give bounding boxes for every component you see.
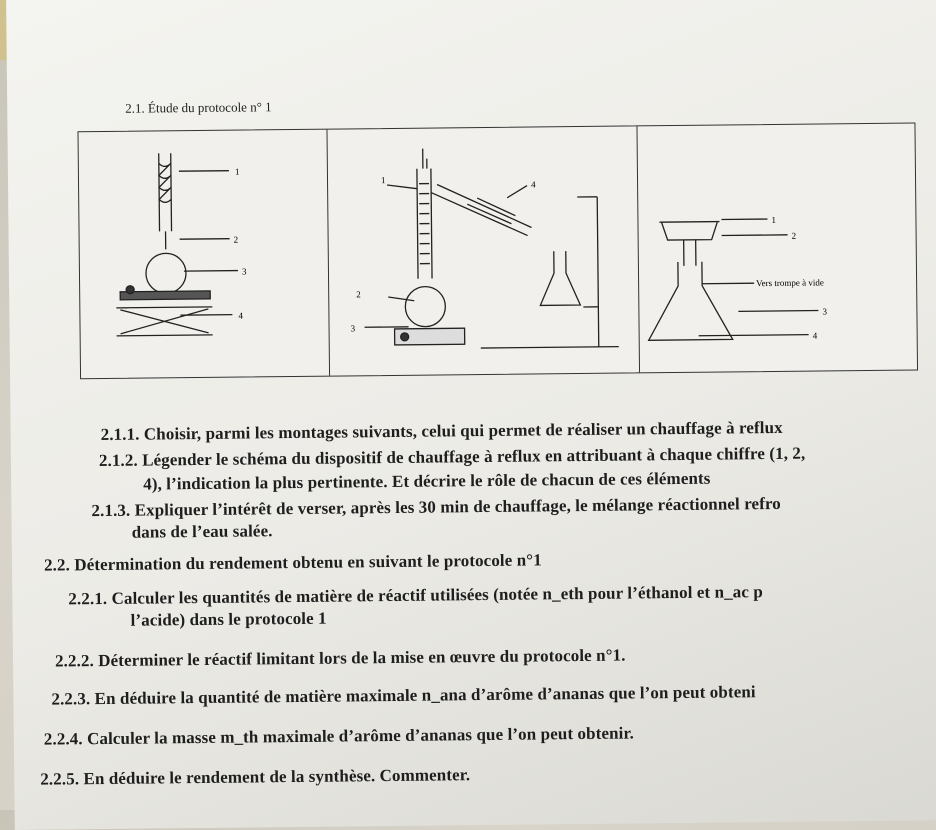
- p3-label-2: 2: [791, 230, 797, 241]
- p3-label-3: 3: [822, 306, 827, 317]
- p1-label-2: 2: [233, 234, 239, 245]
- p3-label-1: 1: [771, 214, 777, 225]
- question-2-2-5: 2.2.5. En déduire le rendement de la synthèse. Commenter.: [40, 765, 471, 789]
- setup-1-drawing: [78, 130, 329, 379]
- apparatus-figure: [77, 122, 918, 379]
- question-2-2-1-cont: l’acide) dans le protocole 1: [130, 608, 327, 630]
- section-2-2-heading: 2.2. Détermination du rendement obtenu en suivant le protocole n°1: [43, 550, 542, 575]
- paper-page: [6, 0, 936, 830]
- panel-setup-1: [78, 130, 330, 379]
- p1-label-1: 1: [234, 166, 240, 177]
- setup-3-drawing: [636, 123, 917, 372]
- question-2-2-1: 2.2.1. Calculer les quantités de matière de réactif utilisées (notée n_eth pour l’éthanol et n_ac p: [68, 582, 763, 609]
- p2-label-1: 1: [380, 175, 386, 186]
- p2-label-2: 2: [356, 289, 361, 300]
- panel-setup-2: [326, 126, 640, 375]
- section-heading: 2.1. Étude du protocole n° 1: [125, 99, 272, 116]
- p3-label-4: 4: [812, 330, 818, 341]
- p2-label-3: 3: [350, 323, 356, 334]
- p3-label-vacuum: Vers trompe à vide: [756, 277, 824, 289]
- p1-label-3: 3: [241, 266, 247, 277]
- p1-label-4: 4: [238, 310, 243, 321]
- question-2-1-3: 2.1.3. Expliquer l’intérêt de verser, après les 30 min de chauffage, le mélange réactionnel refro: [91, 493, 781, 521]
- question-2-2-2: 2.2.2. Déterminer le réactif limitant lors de la mise en œuvre du protocole n°1.: [54, 645, 626, 671]
- question-2-1-2: 2.1.2. Légender le schéma du dispositif de chauffage à reflux en attribuant à chaque chiffre (1, 2,: [98, 443, 806, 471]
- question-2-1-2-cont: 4), l’indication la plus pertinente. Et décrire le rôle de chacun de ces éléments: [143, 468, 711, 494]
- question-2-1-1: 2.1.1. Choisir, parmi les montages suivants, celui qui permet de réaliser un chauffage à reflux: [100, 417, 783, 445]
- panel-setup-3: [636, 123, 917, 372]
- question-2-1-3-cont: dans de l’eau salée.: [131, 521, 273, 542]
- question-2-2-4: 2.2.4. Calculer la masse m_th maximale d’arôme d’ananas que l’on peut obtenir.: [43, 723, 634, 749]
- p2-label-4: 4: [531, 179, 536, 190]
- question-2-2-3: 2.2.3. En déduire la quantité de matière maximale n_ana d’arôme d’ananas que l’on peut obteni: [51, 682, 756, 709]
- setup-2-drawing: [326, 126, 639, 375]
